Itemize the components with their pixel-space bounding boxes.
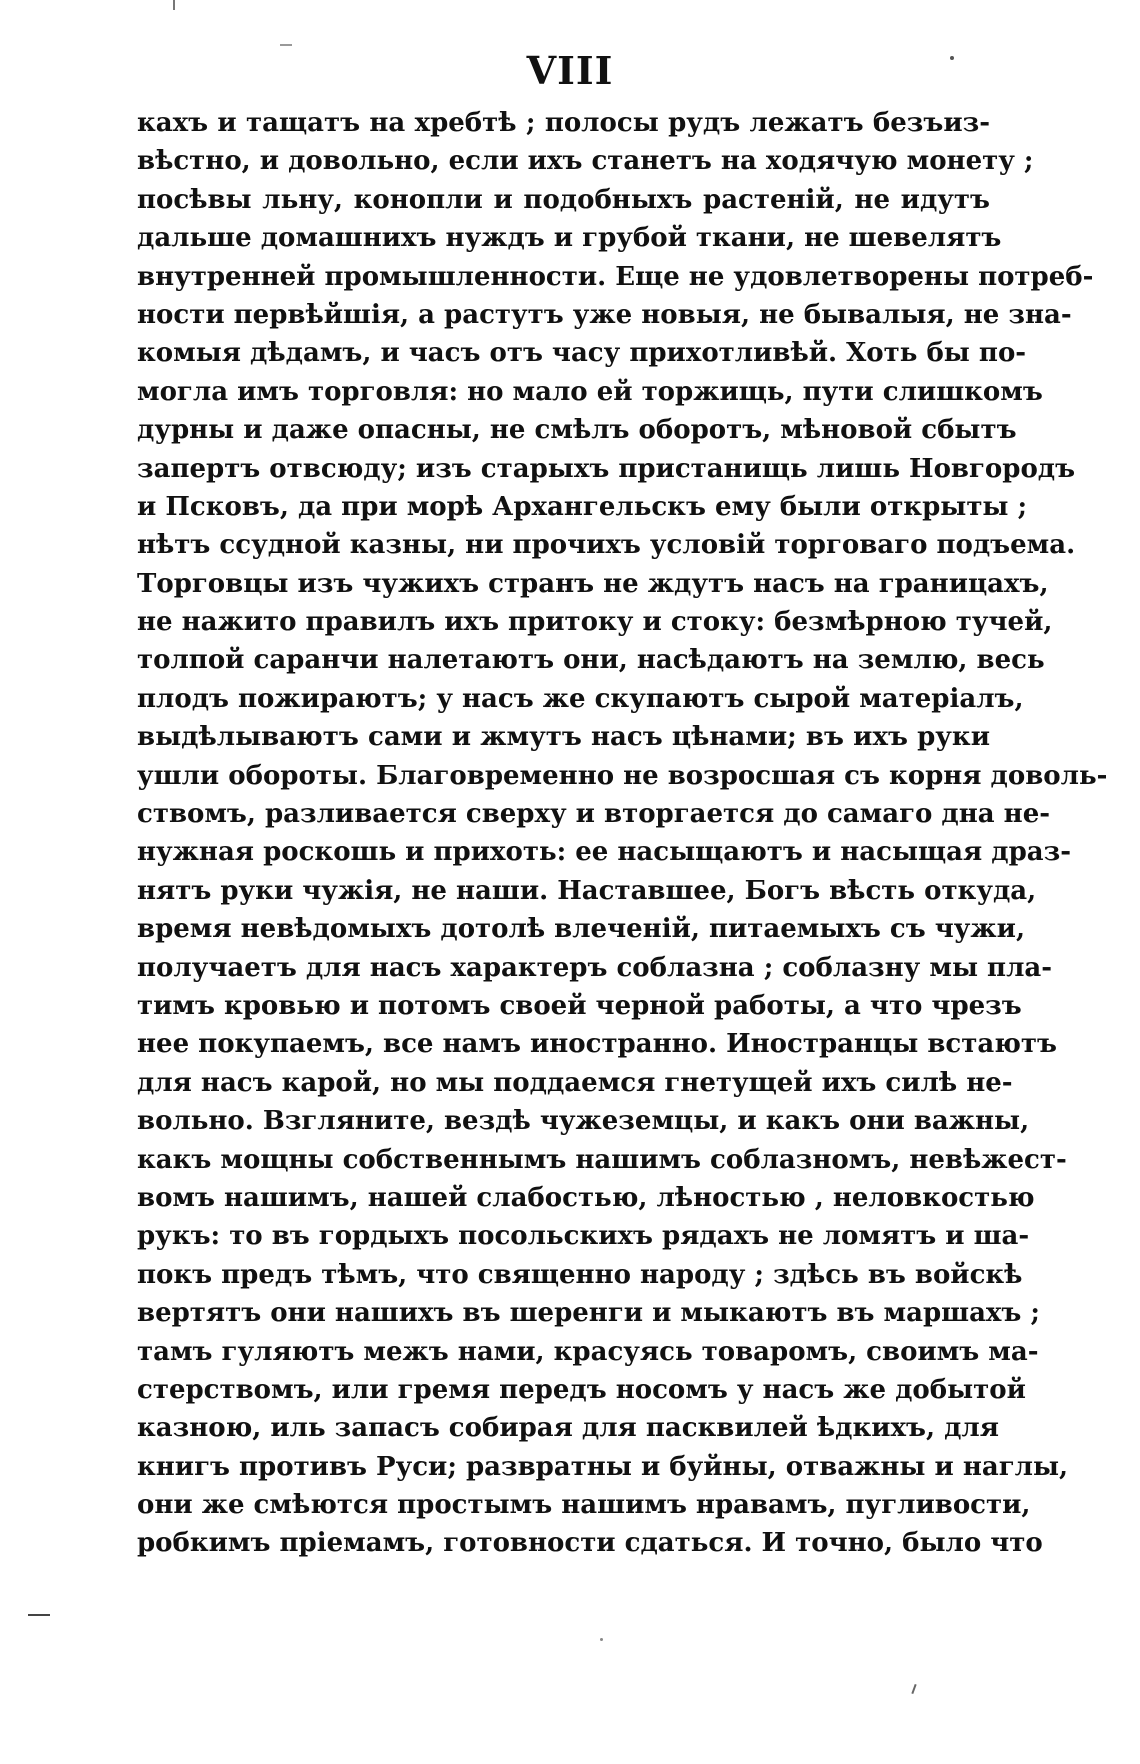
text-line: толпой саранчи налетаютъ они, насѣдаютъ на землю, весь [137,645,1045,676]
scan-speck [28,1614,50,1616]
page-number: VIII [526,48,614,93]
text-line: нятъ руки чужія, не наши. Наставшее, Богъ вѣсть откуда, [137,875,1037,906]
scan-speck [280,44,292,46]
scan-speck [173,0,175,10]
text-line: выдѣлываютъ сами и жмутъ насъ цѣнами; въ ихъ руки [137,722,990,753]
text-line: какъ мощны собственнымъ нашимъ соблазномъ, невѣжест- [137,1144,1067,1175]
body-text [137,104,1108,1563]
text-line: дальше домашнихъ нуждъ и грубой ткани, не шевелятъ [137,223,1002,254]
text-line: и Псковъ, да при морѣ Архангельскъ ему были открыты ; [137,491,1028,522]
text-line: книгъ противъ Руси; развратны и буйны, отважны и наглы, [137,1451,1069,1482]
text-line: ушли обороты. Благовременно не возросшая съ корня доволь- [137,760,1108,791]
text-line: время невѣдомыхъ дотолѣ влеченій, питаемыхъ съ чужи, [137,914,1026,945]
text-line: вѣстно, и довольно, если ихъ станетъ на ходячую монету ; [137,146,1034,177]
scan-speck [600,1638,603,1641]
text-line: рукъ: то въ гордыхъ посольскихъ рядахъ не ломятъ и ша- [137,1221,1030,1252]
text-line: дурны и даже опасны, не смѣлъ оборотъ, мѣновой сбытъ [137,415,1017,446]
text-line: нѣтъ ссудной казны, ни прочихъ условій торговаго подъема. [137,530,1076,561]
text-line: стерствомъ, или гремя передъ носомъ у насъ же добытой [137,1374,1026,1405]
text-line: вольно. Взгляните, вездѣ чужеземцы, и какъ они важны, [137,1106,1030,1137]
text-line: ствомъ, разливается сверху и вторгается до самаго дна не- [137,799,1051,830]
text-line: запертъ отвсюду; изъ старыхъ пристанищь лишь Новгородъ [137,453,1076,484]
text-line: внутренней промышленности. Еще не удовлетворены потреб- [137,261,1094,292]
text-line: казною, иль запасъ собирая для пасквилей ѣдкихъ, для [137,1413,999,1444]
text-line: тамъ гуляютъ межъ нами, красуясь товаромъ, своимъ ма- [137,1336,1039,1367]
text-line: посѣвы льну, конопли и подобныхъ растеній, не идутъ [137,184,990,215]
text-line: робкимъ пріемамъ, готовности сдаться. И точно, было что [137,1528,1043,1559]
text-line: получаетъ для насъ характеръ соблазна ; соблазну мы пла- [137,952,1053,983]
text-line: комыя дѣдамъ, и часъ отъ часу прихотливѣй. Хоть бы по- [137,338,1027,369]
text-line: Торговцы изъ чужихъ странъ не ждутъ насъ на границахъ, [137,568,1049,599]
text-line: покъ предъ тѣмъ, что священно народу ; здѣсь въ войскѣ [137,1259,1023,1290]
text-line: вертятъ они нашихъ въ шеренги и мыкаютъ въ маршахъ ; [137,1298,1041,1329]
text-line: вомъ нашимъ, нашей слабостью, лѣностью , неловкостью [137,1182,1035,1213]
text-line: ности первѣйшія, а растутъ уже новыя, не бывалыя, не зна- [137,299,1072,330]
text-line: нее покупаемъ, все намъ иностранно. Иностранцы встаютъ [137,1029,1057,1060]
text-line: они же смѣются простымъ нашимъ нравамъ, пугливости, [137,1490,1031,1521]
text-line: плодъ пожираютъ; у насъ же скупаютъ сырой матеріалъ, [137,683,1024,714]
text-line: могла имъ торговля: но мало ей торжищь, пути слишкомъ [137,376,1043,407]
text-line: кахъ и тащатъ на хребтѣ ; полосы рудъ лежатъ безъиз- [137,108,990,138]
text-line: нужная роскошь и прихоть: ее насыщаютъ и насыщая драз- [137,837,1071,868]
text-line: тимъ кровью и потомъ своей черной работы, а что чрезъ [137,990,1022,1021]
scan-speck [911,1684,916,1694]
text-line: для насъ карой, но мы поддаемся гнетущей ихъ силѣ не- [137,1067,1013,1098]
text-line: не нажито правилъ ихъ притоку и стоку: безмѣрною тучей, [137,607,1053,638]
